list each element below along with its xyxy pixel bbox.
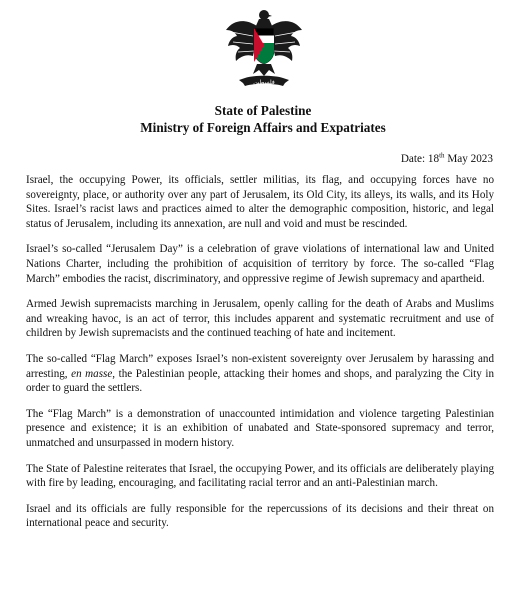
ministry-title: Ministry of Foreign Affairs and Expatriates	[140, 120, 386, 135]
date-ordinal-suffix: th	[439, 151, 445, 160]
paragraph-4-end: , the Palestinian people, attacking their homes and shops, and paralyzing the City in order to guard the settlers.	[26, 367, 494, 395]
paragraph-4	[26, 352, 494, 396]
document-date	[401, 152, 493, 166]
paragraph-4-italic: en masse	[71, 367, 113, 380]
state-title: State of Palestine	[214, 103, 312, 118]
paragraph-4-start: The so-called “Flag March” exposes Israel’s non-existent sovereignty over Jerusalem by harassing and arresting,	[26, 352, 494, 380]
letterhead	[0, 102, 526, 136]
date-prefix: Date: 18	[400, 153, 440, 165]
emblem-inscription: فلسطين	[253, 79, 275, 86]
document-body	[26, 173, 494, 542]
paragraph-5: The “Flag March” is a demonstration of unaccounted intimidation and violence targeting Palestinian presence and existence; it is an exhibition of unabated and State-sponsored supremacy and terror, unmatched and unsurpassed in modern history.	[26, 407, 494, 449]
paragraph-6: The State of Palestine reiterates that Israel, the occupying Power, and its officials are deliberately playing with fire by leading, encouraging, and facilitating racial terror and an anti-Palestinian march.	[26, 462, 494, 490]
paragraph-2: Israel’s so-called “Jerusalem Day” is a celebration of grave violations of international law and United Nations Charter, including the prohibition of acquisition of territory by force. The so-called “Flag March” embodies the racist, discriminatory, and oppressive regime of Jewish supremacy and apartheid.	[26, 243, 494, 285]
date-rest: May 2023	[444, 153, 493, 165]
paragraph-7: Israel and its officials are fully responsible for the repercussions of its decisions and their threat on international peace and security.	[26, 502, 494, 530]
paragraph-3: Armed Jewish supremacists marching in Jerusalem, openly calling for the death of Arabs and Muslims and wreaking havoc, is an act of terror, this includes apparent and systematic recruitment and use of children by Jewish supremacists and the continued teaching of hate and incitement.	[26, 298, 494, 340]
paragraph-1: Israel, the occupying Power, its officials, settler militias, its flag, and occupying forces have no sovereignty, place, or authority over any part of Jerusalem, its Old City, its alleys, its walls, and its Holy Sites. Israel’s racist laws and practices aimed to alter the demographic composition, historic, and legal status of Jerusalem, including its annexation, are null and void and must be rescinded.	[26, 174, 494, 230]
palestine-eagle-emblem-icon	[223, 6, 305, 92]
